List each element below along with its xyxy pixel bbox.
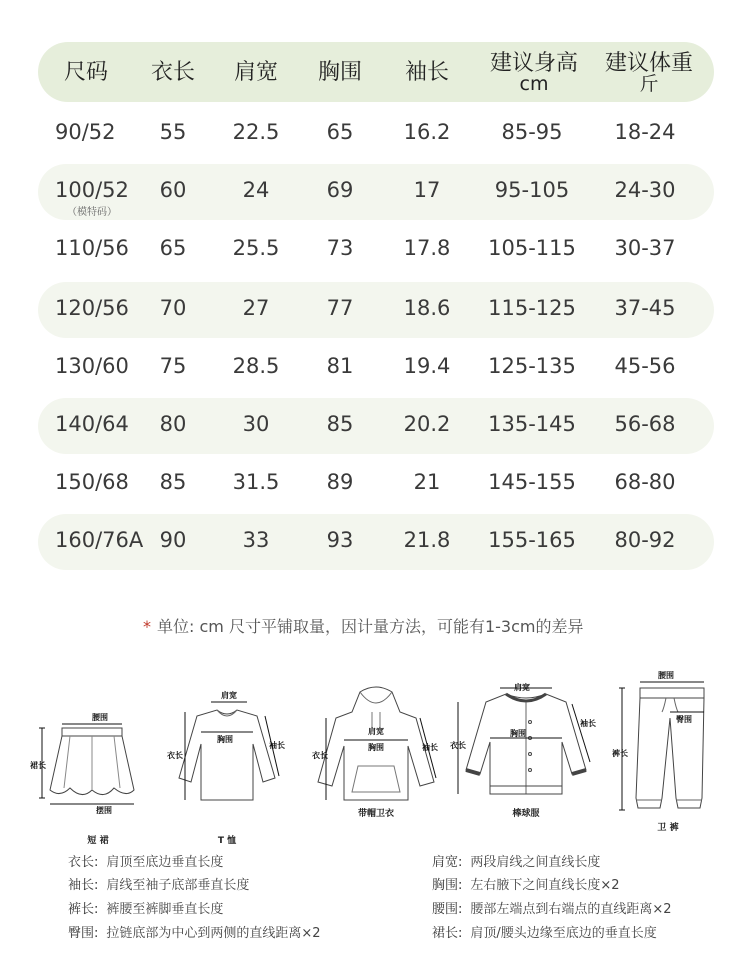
definition-text: 肩顶至底边垂直长度 xyxy=(106,855,224,870)
table-cell-150-col2: 31.5 xyxy=(232,470,280,494)
table-cell-130-col4: 19.4 xyxy=(403,354,451,378)
skirt-length-label: 裙长 xyxy=(30,761,46,770)
table-cell-140-col1: 80 xyxy=(159,412,187,436)
table-cell-150-col1: 85 xyxy=(159,470,187,494)
table-cell-100-col2: 24 xyxy=(242,178,270,202)
table-cell-90-col3: 65 xyxy=(326,120,354,144)
table-cell-140-col3: 85 xyxy=(326,412,354,436)
table-row-band xyxy=(38,164,714,220)
table-cell-140-col0: 140/64 xyxy=(55,412,129,436)
definition-term: 臀围: xyxy=(68,926,99,941)
tshirt-sleeve-label: 袖长 xyxy=(269,741,285,750)
pants-diagram xyxy=(610,668,720,833)
table-cell-100-col6: 24-30 xyxy=(614,178,676,202)
hoodie-chest-label: 胸围 xyxy=(368,743,384,752)
baseball-jacket-name: 棒球服 xyxy=(512,809,540,819)
note-star: * xyxy=(143,617,151,636)
table-cell-140-col4: 20.2 xyxy=(403,412,451,436)
header-length: 衣长 xyxy=(150,60,196,85)
skirt-illustration xyxy=(30,698,150,818)
table-row-band xyxy=(38,282,714,338)
tshirt-length-label: 衣长 xyxy=(167,751,183,760)
definition-term: 肩宽: xyxy=(432,855,463,870)
table-cell-140-col5: 135-145 xyxy=(488,412,576,436)
table-cell-100-col1: 60 xyxy=(159,178,187,202)
table-cell-110-col2: 25.5 xyxy=(232,236,280,260)
header-weight-unit: 斤 xyxy=(639,73,659,96)
definition-shoulder xyxy=(432,851,600,870)
table-cell-160-col3: 93 xyxy=(326,528,354,552)
hoodie-name: 带帽卫衣 xyxy=(357,809,395,819)
header-size: 尺码 xyxy=(63,60,109,85)
baseball-jacket-diagram xyxy=(450,682,600,818)
table-cell-120-col6: 37-45 xyxy=(614,296,676,320)
tshirt-diagram xyxy=(165,688,290,846)
header-height xyxy=(490,52,578,95)
definition-text: 左右腋下之间直线长度×2 xyxy=(470,878,620,893)
definition-skirt-length xyxy=(432,922,657,941)
table-cell-110-col0: 110/56 xyxy=(55,236,129,260)
table-cell-130-col2: 28.5 xyxy=(232,354,280,378)
table-cell-150-col5: 145-155 xyxy=(488,470,576,494)
definition-pants-length xyxy=(68,898,223,917)
table-row-band xyxy=(38,398,714,454)
definition-hip xyxy=(68,922,321,941)
definition-term: 裙长: xyxy=(432,926,463,941)
definition-text: 肩顶/腰头边缘至底边的垂直长度 xyxy=(470,926,657,941)
table-cell-160-col6: 80-92 xyxy=(614,528,676,552)
header-shoulder: 肩宽 xyxy=(233,60,279,85)
table-cell-120-col5: 115-125 xyxy=(488,296,576,320)
header-sleeve: 袖长 xyxy=(404,60,450,85)
table-cell-130-col0: 130/60 xyxy=(55,354,129,378)
definition-term: 胸围: xyxy=(432,878,463,893)
table-cell-140-col6: 56-68 xyxy=(614,412,676,436)
definition-text: 裤腰至裤脚垂直长度 xyxy=(106,902,224,917)
unit-note xyxy=(143,614,583,637)
table-cell-150-col6: 68-80 xyxy=(614,470,676,494)
table-cell-150-col4: 21 xyxy=(413,470,441,494)
table-cell-160-col1: 90 xyxy=(159,528,187,552)
table-cell-120-col3: 77 xyxy=(326,296,354,320)
hoodie-length-label: 衣长 xyxy=(312,751,328,760)
table-cell-120-col4: 18.6 xyxy=(403,296,451,320)
definition-term: 衣长: xyxy=(68,855,99,870)
header-chest: 胸围 xyxy=(317,60,363,85)
table-cell-160-col5: 155-165 xyxy=(488,528,576,552)
skirt-diagram xyxy=(30,698,150,846)
table-cell-100-col5: 95-105 xyxy=(494,178,570,202)
baseball-length-label: 衣长 xyxy=(450,741,466,750)
table-cell-110-col3: 73 xyxy=(326,236,354,260)
table-cell-100-col4: 17 xyxy=(413,178,441,202)
hoodie-shoulder-label: 肩宽 xyxy=(368,727,384,736)
pants-name: 卫 裤 xyxy=(657,823,679,833)
tshirt-shoulder-label: 肩宽 xyxy=(221,691,237,700)
table-cell-90-col5: 85-95 xyxy=(501,120,563,144)
table-cell-120-col2: 27 xyxy=(242,296,270,320)
tshirt-illustration xyxy=(165,688,290,818)
table-cell-90-col2: 22.5 xyxy=(232,120,280,144)
table-cell-100-col3: 69 xyxy=(326,178,354,202)
definition-waist xyxy=(432,898,672,917)
baseball-sleeve-label: 袖长 xyxy=(580,719,596,728)
header-weight-label: 建议体重 xyxy=(604,51,694,76)
definition-text: 腰部左端点到右端点的直线距离×2 xyxy=(470,902,672,917)
definition-term: 袖长: xyxy=(68,878,99,893)
table-cell-130-col1: 75 xyxy=(159,354,187,378)
skirt-name: 短 裙 xyxy=(87,836,109,846)
tshirt-chest-label: 胸围 xyxy=(217,735,233,744)
table-cell-100-col0: 100/52 xyxy=(55,178,129,202)
table-cell-120-col0: 120/56 xyxy=(55,296,129,320)
baseball-shoulder-label: 肩宽 xyxy=(514,683,530,692)
skirt-waist-label: 腰围 xyxy=(92,713,108,722)
definition-term: 腰围: xyxy=(432,902,463,917)
table-cell-110-col6: 30-37 xyxy=(614,236,676,260)
pants-hip-label: 臀围 xyxy=(676,715,692,724)
definition-text: 肩线至袖子底部垂直长度 xyxy=(106,878,250,893)
table-cell-110-col4: 17.8 xyxy=(403,236,451,260)
definition-chest xyxy=(432,874,620,893)
table-cell-110-col1: 65 xyxy=(159,236,187,260)
table-cell-150-col3: 89 xyxy=(326,470,354,494)
baseball-chest-label: 胸围 xyxy=(510,729,526,738)
table-cell-90-col0: 90/52 xyxy=(55,120,116,144)
table-cell-120-col1: 70 xyxy=(159,296,187,320)
skirt-hem-label: 摆围 xyxy=(96,806,112,815)
table-cell-110-col5: 105-115 xyxy=(488,236,576,260)
definition-length xyxy=(68,851,223,870)
definition-sleeve xyxy=(68,874,249,893)
definition-text: 拉链底部为中心到两侧的直线距离×2 xyxy=(106,926,321,941)
table-cell-140-col2: 30 xyxy=(242,412,270,436)
table-cell-90-col1: 55 xyxy=(159,120,187,144)
table-cell-160-col0: 160/76A xyxy=(55,528,144,552)
table-cell-130-col5: 125-135 xyxy=(488,354,576,378)
note-text: 单位: cm 尺寸平铺取量，因计量方法，可能有1-3cm的差异 xyxy=(157,617,584,636)
header-height-unit: cm xyxy=(519,73,549,96)
definition-term: 裤长: xyxy=(68,902,99,917)
definition-text: 两段肩线之间直线长度 xyxy=(470,855,601,870)
garment-diagrams xyxy=(30,668,730,846)
table-cell-130-col6: 45-56 xyxy=(614,354,676,378)
table-cell-90-col4: 16.2 xyxy=(403,120,451,144)
tshirt-name: T 恤 xyxy=(217,836,237,846)
baseball-jacket-illustration xyxy=(450,682,600,818)
table-cell-90-col6: 18-24 xyxy=(614,120,676,144)
table-cell-150-col0: 150/68 xyxy=(55,470,129,494)
hoodie-diagram xyxy=(308,682,443,818)
table-cell-130-col3: 81 xyxy=(326,354,354,378)
table-cell-160-col2: 33 xyxy=(242,528,270,552)
pants-length-label: 裤长 xyxy=(612,749,628,758)
model-size-note: （模特码） xyxy=(67,207,117,218)
pants-waist-label: 腰围 xyxy=(658,671,674,680)
header-weight xyxy=(605,52,693,95)
table-cell-160-col4: 21.8 xyxy=(403,528,451,552)
hoodie-sleeve-label: 袖长 xyxy=(422,743,438,752)
header-height-label: 建议身高 xyxy=(489,51,579,76)
